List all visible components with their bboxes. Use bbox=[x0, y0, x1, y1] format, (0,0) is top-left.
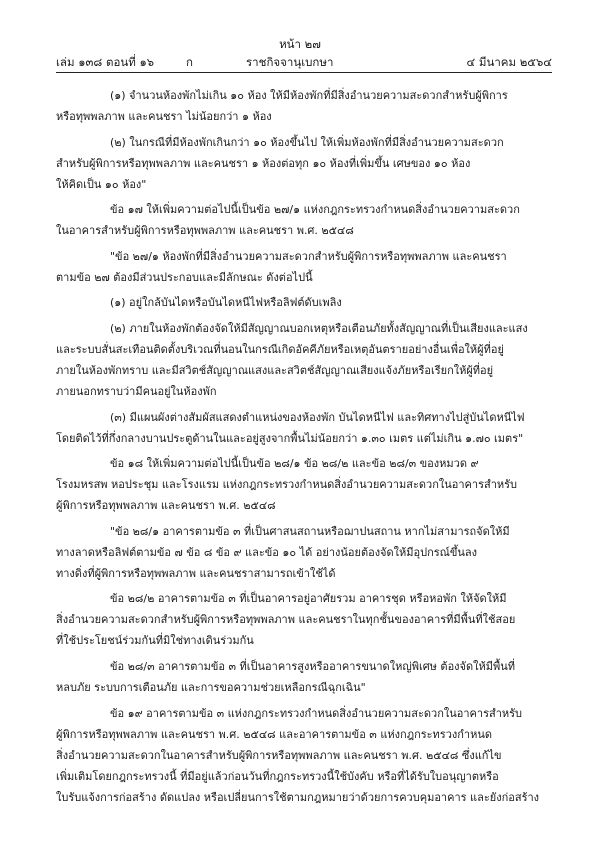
paragraph-line: ทางลาดหรือลิฟต์ตามข้อ ๗ ข้อ ๘ ข้อ ๙ และข้อ ๑๐ ได้ อย่างน้อยต้องจัดให้มีอุปกรณ์ขึ้นลง bbox=[56, 545, 478, 559]
paragraph-line: หลบภัย ระบบการเตือนภัย และการขอความช่วยเหลือกรณีฉุกเฉิน" bbox=[56, 680, 366, 694]
paragraph-line: โดยติดไว้ที่กึ่งกลางบานประตูด้านในและอยู่สูงจากพื้นไม่น้อยกว่า ๑.๓๐ เมตร แต่ไม่เกิน ๑.๗๐ เมตร" bbox=[56, 431, 524, 445]
paragraph-line: ข้อ ๑๙ อาคารตามข้อ ๓ แห่งกฎกระทรวงกำหนดสิ่งอำนวยความสะดวกในอาคารสำหรับ bbox=[110, 706, 523, 720]
paragraph-line: โรงมหรสพ หอประชุม และโรงแรม แห่งกฎกระทรวงกำหนดสิ่งอำนวยความสะดวกในอาคารสำหรับ bbox=[56, 478, 518, 492]
paragraph-line: ตามข้อ ๒๗ ต้องมีส่วนประกอบและมีลักษณะ ดังต่อไปนี้ bbox=[56, 270, 313, 284]
paragraph-line: ข้อ ๒๘/๓ อาคารตามข้อ ๓ ที่เป็นอาคารสูงหรืออาคารขนาดใหญ่พิเศษ ต้องจัดให้มีพื้นที่ bbox=[110, 659, 516, 673]
paragraph bbox=[56, 588, 552, 651]
paragraph-line: "ข้อ ๒๘/๑ อาคารตามข้อ ๓ ที่เป็นศาสนสถานหรือฌาปนสถาน หากไม่สามารถจัดให้มี bbox=[110, 524, 510, 538]
paragraph bbox=[56, 521, 552, 584]
header-issue: ตอนที่ ๑๖ bbox=[106, 55, 155, 69]
paragraph bbox=[56, 199, 552, 241]
paragraph bbox=[56, 85, 552, 127]
paragraph-line: (๒) ในกรณีที่มีห้องพักเกินกว่า ๑๐ ห้องขึ้นไป ให้เพิ่มห้องพักที่มีสิ่งอำนวยความสะดวก bbox=[110, 135, 504, 149]
paragraph-line: ข้อ ๒๘/๒ อาคารตามข้อ ๓ ที่เป็นอาคารอยู่อาศัยรวม อาคารชุด หรือหอพัก ให้จัดให้มี bbox=[110, 592, 507, 606]
paragraph-line: ภายในห้องพักทราบ และมีสวิตช์สัญญาณแสงและสวิตช์สัญญาณเสียงแจ้งภัยหรือเรียกให้ผู้ที่อยู่ bbox=[56, 363, 494, 377]
paragraph-line: สำหรับผู้พิการหรือทุพพลภาพ และคนชรา ๑ ห้องต่อทุก ๑๐ ห้องที่เพิ่มขึ้น เศษของ ๑๐ ห้อง bbox=[56, 156, 471, 170]
paragraph-line: เพิ่มเติมโดยกฎกระทรวงนี้ ที่มีอยู่แล้วก่อนวันที่กฎกระทรวงนี้ใช้บังคับ หรือที่ได้รับใบอนุญาตหรือ bbox=[56, 769, 499, 783]
paragraph bbox=[56, 703, 552, 808]
paragraph-line: ใบรับแจ้งการก่อสร้าง ดัดแปลง หรือเปลี่ยนการใช้ตามกฎหมายว่าด้วยการควบคุมอาคาร และยังก่อสร้าง bbox=[56, 790, 540, 804]
document-body bbox=[56, 85, 552, 812]
header-volume: เล่ม ๑๓๘ bbox=[56, 55, 103, 69]
paragraph-line: และระบบสั่นสะเทือนติดตั้งบริเวณที่นอนในกรณีเกิดอัคคีภัยหรือเหตุอันตรายอย่างอื่นเพื่อให้ผู้ที่อยู่ bbox=[56, 342, 504, 356]
page-header bbox=[56, 54, 552, 70]
paragraph-line: ที่ใช้ประโยชน์ร่วมกันที่มิใช่ทางเดินร่วมกัน bbox=[56, 634, 254, 648]
paragraph-line: ข้อ ๑๘ ให้เพิ่มความต่อไปนี้เป็นข้อ ๒๘/๑ ข้อ ๒๘/๒ และข้อ ๒๘/๓ ของหมวด ๙ bbox=[110, 457, 479, 471]
paragraph-line: ข้อ ๑๗ ให้เพิ่มความต่อไปนี้เป็นข้อ ๒๗/๑ แห่งกฎกระทรวงกำหนดสิ่งอำนวยความสะดวก bbox=[110, 203, 520, 217]
paragraph-line: ผู้พิการหรือทุพพลภาพ และคนชรา พ.ศ. ๒๕๔๘ และอาคารตามข้อ ๓ แห่งกฎกระทรวงกำหนด bbox=[56, 727, 493, 741]
header-rule bbox=[56, 72, 552, 73]
paragraph-line: (๒) ภายในห้องพักต้องจัดให้มีสัญญาณบอกเหตุหรือเตือนภัยทั้งสัญญาณที่เป็นเสียงและแสง bbox=[110, 321, 528, 335]
paragraph-line: (๓) มีแผนผังต่างสัมผัสแสดงตำแหน่งของห้องพัก บันไดหนีไฟ และทิศทางไปสู่บันไดหนีไฟ bbox=[110, 410, 525, 424]
header-gazette-title: ราชกิจจานุเบกษา bbox=[246, 55, 334, 69]
paragraph-line: ในอาคารสำหรับผู้พิการหรือทุพพลภาพ และคนชรา พ.ศ. ๒๕๔๘ bbox=[56, 224, 354, 238]
paragraph bbox=[56, 318, 552, 402]
paragraph-line: ผู้พิการหรือทุพพลภาพ และคนชรา พ.ศ. ๒๕๔๘ bbox=[56, 499, 276, 513]
paragraph-line: หรือทุพพลภาพ และคนชรา ไม่น้อยกว่า ๑ ห้อง bbox=[56, 110, 272, 123]
page-number: หน้า ๒๗ bbox=[279, 37, 321, 51]
paragraph-line: สิ่งอำนวยความสะดวกในอาคารสำหรับผู้พิการหรือทุพพลภาพ และคนชรา พ.ศ. ๒๕๔๘ ซึ่งแก้ไข bbox=[56, 748, 502, 762]
paragraph bbox=[56, 407, 552, 449]
paragraph-line: "ข้อ ๒๗/๑ ห้องพักที่มีสิ่งอำนวยความสะดวกสำหรับผู้พิการหรือทุพพลภาพ และคนชรา bbox=[110, 249, 507, 263]
paragraph bbox=[56, 292, 552, 313]
paragraph bbox=[56, 656, 552, 698]
paragraph-line: (๑) จำนวนห้องพักไม่เกิน ๑๐ ห้อง ให้มีห้องพักที่มีสิ่งอำนวยความสะดวกสำหรับผู้พิการ bbox=[110, 89, 508, 102]
header-section: ก bbox=[186, 55, 193, 69]
header-date: ๔ มีนาคม ๒๕๖๔ bbox=[466, 55, 552, 69]
paragraph-line: ภายนอกทราบว่ามีคนอยู่ในห้องพัก bbox=[56, 384, 217, 398]
paragraph-line: สิ่งอำนวยความสะดวกสำหรับผู้พิการหรือทุพพลภาพ และคนชราในทุกชั้นของอาคารที่มีพื้นที่ใช้สอย bbox=[56, 613, 516, 627]
paragraph-line: (๑) อยู่ใกล้บันไดหรือบันไดหนีไฟหรือลิฟต์ดับเพลิง bbox=[110, 296, 342, 310]
paragraph-line: ให้คิดเป็น ๑๐ ห้อง" bbox=[56, 177, 147, 191]
paragraph-line: ทางดิ่งที่ผู้พิการหรือทุพพลภาพ และคนชราสามารถเข้าใช้ได้ bbox=[56, 566, 336, 580]
paragraph bbox=[56, 246, 552, 288]
paragraph bbox=[56, 453, 552, 516]
paragraph bbox=[56, 132, 552, 195]
